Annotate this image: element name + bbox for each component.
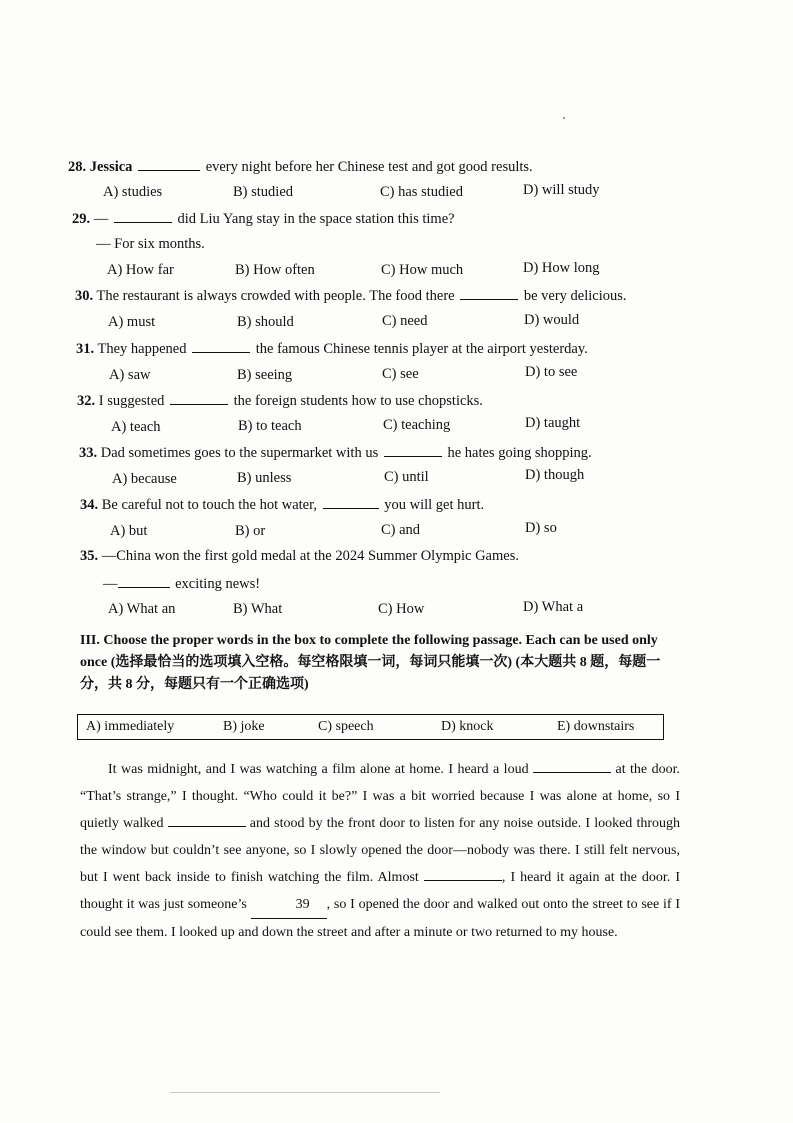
question-text-after: be very delicious. bbox=[523, 288, 627, 304]
question-number: 33. bbox=[79, 445, 98, 461]
word-box bbox=[77, 714, 664, 740]
answer-blank[interactable] bbox=[138, 158, 200, 171]
passage-text: at the door. “That’s strange,” I thought. “Who could it be?” I was a bit worried because I was alone at home, so I quietly walked bbox=[80, 762, 680, 831]
question-text-after: did Liu Yang stay in the space station this time? bbox=[177, 211, 455, 227]
option-c[interactable]: C) How bbox=[378, 601, 425, 617]
passage-text: It was midnight, and I was watching a film alone at home. I heard a loud bbox=[108, 762, 529, 777]
option-d[interactable]: D) though bbox=[525, 467, 585, 483]
section-number: III. bbox=[80, 633, 100, 648]
question-35 bbox=[80, 548, 519, 565]
section-title-cn: (选择最恰当的选项填入空格。每空格限填一词，每词只能填一次) (本大题共 8 题，每题一分，共 8 分，每题只有一个正确选项) bbox=[80, 655, 661, 692]
question-text-before: —China won the first gold medal at the 2024 Summer Olympic Games. bbox=[101, 548, 519, 564]
question-31 bbox=[76, 340, 588, 358]
question-number: 30. bbox=[75, 288, 94, 304]
word-option-c[interactable]: C) speech bbox=[318, 719, 374, 734]
option-a[interactable]: A) How far bbox=[107, 262, 174, 278]
option-b[interactable]: B) seeing bbox=[237, 367, 293, 383]
option-d[interactable]: D) How long bbox=[523, 260, 600, 276]
section-title-en: Choose the proper words in the box to complete the following passage. Each can be used only once bbox=[80, 633, 658, 670]
option-c[interactable]: C) until bbox=[384, 469, 429, 485]
option-b[interactable]: B) should bbox=[237, 314, 294, 330]
question-number: 34. bbox=[80, 497, 99, 513]
option-b[interactable]: B) studied bbox=[233, 184, 294, 200]
question-text-after: you will get hurt. bbox=[384, 497, 485, 513]
passage-blank[interactable] bbox=[168, 814, 246, 827]
option-b[interactable]: B) or bbox=[235, 523, 266, 539]
word-option-e[interactable]: E) downstairs bbox=[557, 719, 635, 734]
option-b[interactable]: B) How often bbox=[235, 262, 315, 278]
answer-blank[interactable] bbox=[323, 496, 379, 509]
question-text-before: They happened bbox=[97, 341, 187, 357]
option-c[interactable]: C) need bbox=[382, 313, 428, 329]
word-option-d[interactable]: D) knock bbox=[441, 719, 494, 734]
option-b[interactable]: B) What bbox=[233, 601, 283, 617]
option-c[interactable]: C) has studied bbox=[380, 184, 463, 200]
option-d[interactable]: D) taught bbox=[525, 415, 581, 431]
answer-blank[interactable] bbox=[114, 210, 172, 223]
question-32 bbox=[77, 392, 483, 410]
option-d[interactable]: D) to see bbox=[525, 364, 578, 380]
scan-speck bbox=[563, 117, 565, 119]
answer-blank[interactable] bbox=[170, 392, 228, 405]
answer-blank[interactable] bbox=[460, 287, 518, 300]
option-a[interactable]: A) but bbox=[110, 523, 148, 539]
question-34 bbox=[80, 496, 484, 514]
option-a[interactable]: A) must bbox=[108, 314, 156, 330]
question-text-before: I suggested bbox=[98, 393, 165, 409]
question-29 bbox=[72, 210, 455, 228]
question-30 bbox=[75, 287, 627, 305]
word-option-a[interactable]: A) immediately bbox=[86, 719, 175, 734]
question-33 bbox=[79, 444, 592, 462]
option-d[interactable]: D) would bbox=[524, 312, 580, 328]
reply-text-after: exciting news! bbox=[175, 576, 261, 592]
question-text-before: The restaurant is always crowded with people. The food there bbox=[96, 288, 455, 304]
word-option-b[interactable]: B) joke bbox=[223, 719, 265, 734]
option-c[interactable]: C) and bbox=[381, 522, 421, 538]
question-text-after: the foreign students how to use chopsticks. bbox=[233, 393, 483, 409]
question-text-before: — bbox=[93, 211, 109, 227]
question-28 bbox=[68, 158, 533, 176]
option-a[interactable]: A) teach bbox=[111, 419, 161, 435]
question-29-reply: — For six months. bbox=[96, 236, 205, 252]
question-text-after: he hates going shopping. bbox=[447, 445, 592, 461]
bottom-rule bbox=[170, 1092, 440, 1093]
option-b[interactable]: B) to teach bbox=[238, 418, 302, 434]
option-d[interactable]: D) will study bbox=[523, 182, 600, 198]
question-number: 28. bbox=[68, 159, 87, 175]
answer-blank[interactable] bbox=[384, 444, 442, 457]
option-c[interactable]: C) How much bbox=[381, 262, 464, 278]
passage-text: and stood by the front door to listen for any noise outside. I looked through the window but couldn’t see anyone, so I slowly opened the door—nobody was there. I still felt nervous, but I went back inside to finish watching the film. Almost bbox=[80, 816, 681, 885]
passage-blank[interactable] bbox=[533, 760, 611, 773]
passage-blank[interactable] bbox=[424, 868, 502, 881]
cloze-passage bbox=[80, 756, 680, 946]
passage-text: , so I opened the door and walked out onto the street to see if I could see them. I looked up and down the street and after a minute or two returned to my house. bbox=[80, 897, 681, 940]
option-a[interactable]: A) saw bbox=[109, 367, 151, 383]
option-c[interactable]: C) see bbox=[382, 366, 419, 382]
option-a[interactable]: A) studies bbox=[103, 184, 163, 200]
question-number: 32. bbox=[77, 393, 96, 409]
answer-blank[interactable] bbox=[118, 575, 170, 588]
question-number: 29. bbox=[72, 211, 91, 227]
question-number: 35. bbox=[80, 548, 99, 564]
option-a[interactable]: A) because bbox=[112, 471, 177, 487]
question-text-before: Jessica bbox=[89, 159, 133, 175]
answer-blank[interactable] bbox=[192, 340, 250, 353]
question-text-before: Dad sometimes goes to the supermarket with us bbox=[100, 445, 379, 461]
option-b[interactable]: B) unless bbox=[237, 470, 292, 486]
question-35-reply bbox=[103, 575, 260, 593]
question-text-after: the famous Chinese tennis player at the airport yesterday. bbox=[255, 341, 588, 357]
question-number: 31. bbox=[76, 341, 95, 357]
option-d[interactable]: D) so bbox=[525, 520, 557, 536]
option-a[interactable]: A) What an bbox=[108, 601, 176, 617]
reply-dash: — bbox=[103, 576, 118, 592]
question-text-before: Be careful not to touch the hot water, bbox=[101, 497, 317, 513]
option-d[interactable]: D) What a bbox=[523, 599, 584, 615]
passage-blank-39[interactable]: 39 bbox=[251, 891, 327, 919]
section-3-heading bbox=[80, 630, 680, 696]
question-text-after: every night before her Chinese test and got good results. bbox=[205, 159, 533, 175]
passage-text: , I heard it again at the door. I thought it was just someone’s bbox=[80, 870, 681, 912]
option-c[interactable]: C) teaching bbox=[383, 417, 451, 433]
